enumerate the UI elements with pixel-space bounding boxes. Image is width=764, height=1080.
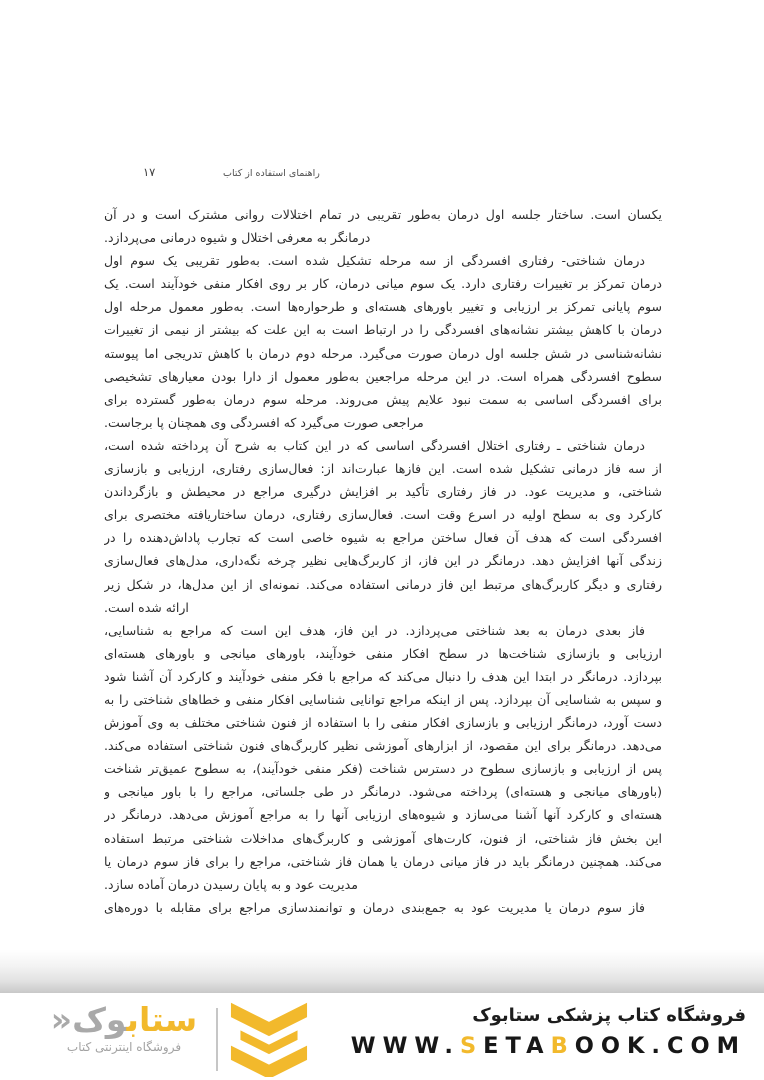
body-line: مدیریت عود و به پایان رسیدن درمان آماده سازد.: [104, 876, 358, 892]
logo-wordmark: [36, 1001, 212, 1039]
body-line: رفتاری و دیگر کاربرگ‌های مرتبط این فاز درمانی استفاده می‌کند. نمونه‌ای از این مدل‌ها، در شکل زیر: [104, 576, 662, 592]
body-line: ارائه شده است.: [104, 599, 189, 615]
body-text: [104, 203, 662, 919]
body-line: مراجعی صورت می‌گیرد که افسردگی وی همچنان پا برجاست.: [104, 414, 424, 430]
body-line: درمان تمرکز بر تغییرات رفتاری دارد. یک سوم میانی درمان، کار بر روی افکار منفی خودآیند است. یک: [104, 276, 662, 292]
page-number: ۱۷: [143, 165, 156, 179]
body-line: هسته‌ای و کارکرد آنها آشنا می‌سازد و شیوه‌های ارزیابی آنها را به مراجع آموزش می‌دهد. درمانگر در: [104, 807, 662, 823]
body-line: یکسان است. ساختار جلسه اول درمان به‌طور تقریبی در تمام اختلالات روانی مشترک است و در آن: [104, 207, 662, 222]
logo-wordmark-gray: وک: [72, 1000, 127, 1039]
logo-guillemet-mark: «: [50, 1000, 73, 1039]
body-line: پس از ارزیابی و بازسازی سطوح در دسترس شناخت (فکر منفی خودآیند)، به سطوح عمیق‌تر شناخت: [104, 761, 662, 777]
setabook-chevron-icon: [229, 999, 309, 1077]
footer-divider: [216, 1008, 218, 1071]
body-line: بپردازد. درمانگر در ابتدا این هدف را دنبال می‌کند که مراجع با فکر منفی خودآیند و کارکرد آن آشنا شود: [104, 668, 662, 684]
body-line: فاز سوم درمان یا مدیریت عود به جمع‌بندی درمان و توانمندسازی مراجع برای مقابله با دوره‌های: [104, 899, 645, 915]
body-line: برای افسردگی اساسی به سمت نبود علایم پیش می‌روند. مرحله سوم درمان به‌طور گسترده برای: [104, 391, 662, 407]
body-line: (باورهای میانجی و هسته‌ای) پرداخته می‌شود. درمانگر در طی جلساتی، مراجع را با باور میانجی و: [104, 784, 662, 800]
body-line: درمانگر به معرفی اختلال و شیوه درمانی می‌پردازد.: [104, 230, 371, 246]
page-header: [0, 165, 764, 183]
body-line: ارزیابی و بازسازی شناخت‌ها در سطح افکار منفی خودآیند، باورهای میانجی و باورهای هسته‌ای: [104, 645, 662, 661]
body-line: سوم پایانی تمرکز بر ارزیابی و تغییر باورهای هسته‌ای و طرحواره‌ها است. به‌طور معمول مرحله اول: [104, 299, 662, 315]
url-letter-b: B: [550, 1033, 575, 1059]
setabook-logo: [36, 1001, 212, 1054]
body-line: و سپس به شناسایی آن بپردازد. پس از اینکه مراجع توانایی شناسایی افکار منفی و خطاهای شناختی را به: [104, 691, 662, 707]
body-line: سطوح افسردگی همراه است. در این مرحله مراجعین به‌طور معمول از دارا بودن معیارهای تشخیصی: [104, 368, 662, 384]
body-line: درمان شناختی- رفتاری افسردگی از سه مرحله تشکیل شده است. به‌طور تقریبی یک سوم اول: [104, 253, 645, 269]
body-line: نشانه‌شناسی در شش جلسه اول درمان صورت می‌گیرد. مرحله دوم درمان با کاهش تدریجی اما پیوسته: [104, 345, 662, 361]
body-line: زندگی آنها افزایش دهد. درمانگر در این فاز، از کاربرگ‌هایی نظیر چرخه نگه‌داری، مدل‌های فعال‌سازی: [104, 553, 662, 569]
url-letter-s: S: [459, 1033, 484, 1059]
body-line: افسردگی است که هدف آن فعال ساختن مراجع به شیوه خاصی است که تجارب پاداش‌دهنده را در: [104, 530, 662, 546]
page-edge-shadow: [0, 950, 764, 993]
body-line: از سه فاز درمانی تشکیل شده است. این فازها عبارت‌اند از: فعال‌سازی رفتاری، ارزیابی و بازسازی: [104, 461, 662, 477]
body-line: درمان شناختی ـ رفتاری اختلال افسردگی اساسی که در این کتاب به شرح آن پرداخته شده است،: [104, 437, 645, 453]
body-line: این بخش فاز شناختی، از فنون، کارت‌های آموزشی و کاربرگ‌های مداخلات شناختی مرتبط استفاده: [104, 830, 662, 846]
body-line: می‌کند. همچنین درمانگر باید در فاز میانی درمان یا همان فاز شناختی، مراجع را برای فاز سوم درمان یا: [104, 853, 662, 869]
body-line: درمان با کاهش بیشتر نشانه‌های افسردگی را در ارتباط است به این علت که بیشتر از نیمی از تغییرات: [104, 322, 662, 338]
store-name: فروشگاه کتاب پزشکی ستابوک: [472, 1005, 746, 1026]
url-part: WWW.: [350, 1033, 460, 1059]
logo-subtitle: فروشگاه اینترنتی کتاب: [66, 1040, 182, 1054]
website-url: [351, 1033, 746, 1059]
footer-banner: [0, 993, 764, 1080]
url-part: ETA: [483, 1033, 551, 1059]
body-line: شناختی، و مدیریت عود. در فاز رفتاری تأکید بر افزایش درگیری مراجع در محیطش و بازگرداندن: [104, 484, 662, 500]
logo-wordmark-yellow: ستاب: [126, 1000, 198, 1039]
body-line: می‌دهد. درمانگر برای این مقصود، از ابزارهای آموزشی نظیر کاربرگ‌های فنون شناختی استفاده می‌کند.: [104, 738, 662, 754]
running-head-title: راهنمای استفاده از کتاب: [223, 168, 320, 179]
footer-brand-text: [351, 1003, 746, 1059]
body-line: کارکرد وی به سطح اولیه در اسرع وقت است. فعال‌سازی رفتاری، درمان ساختاریافته مختصری برای: [104, 507, 662, 523]
url-part: OOK.COM: [574, 1033, 746, 1059]
body-line: دست آورد، درمانگر ارزیابی و بازسازی افکار منفی را با استفاده از فنون شناختی مختلف به وی آموزش: [104, 715, 662, 731]
body-line: فاز بعدی درمان به بعد شناختی می‌پردازد. در این فاز، هدف این است که مراجع به شناسایی،: [104, 622, 645, 638]
